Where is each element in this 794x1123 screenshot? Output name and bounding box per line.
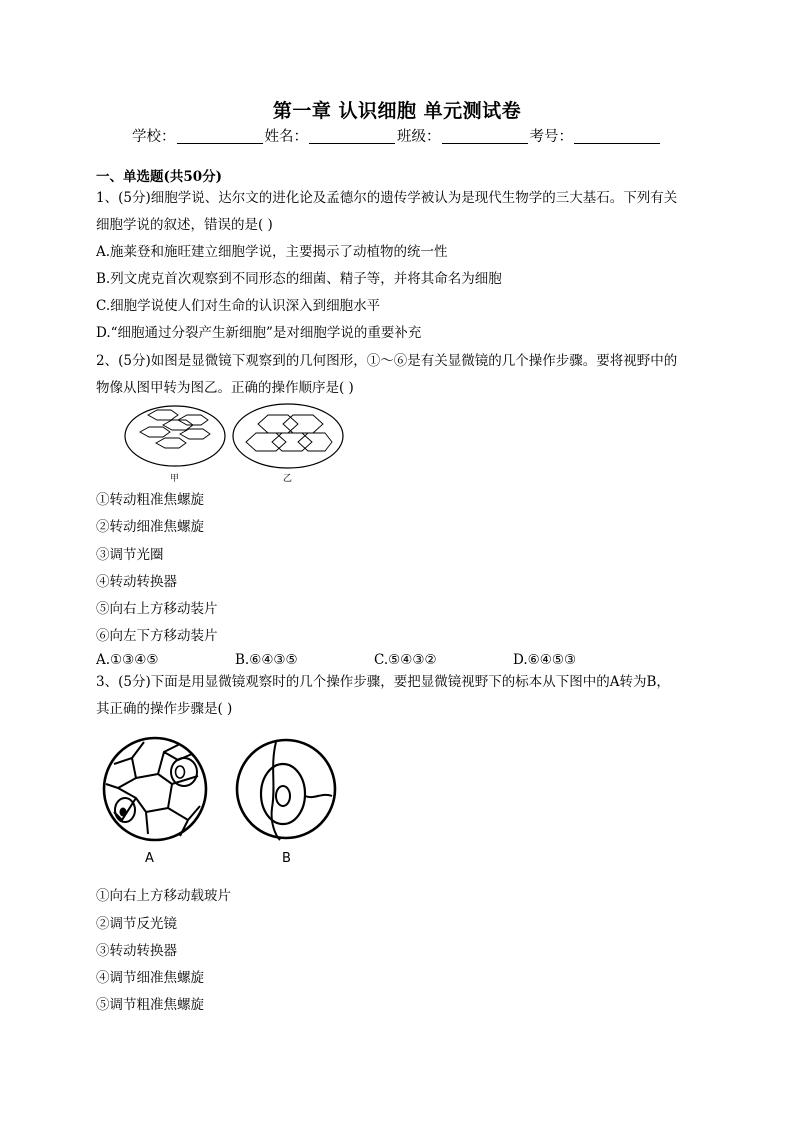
field-label-number: 考号： <box>529 129 573 145</box>
q2-step-4: ④转动转换器 <box>96 574 177 590</box>
q2-step-2: ②转动细准焦螺旋 <box>96 519 204 535</box>
q3-step-4: ④调节细准焦螺旋 <box>96 970 204 986</box>
q3-step-2: ②调节反光镜 <box>96 916 177 932</box>
q2-stem-line1: 2、(5分)如图是显微镜下观察到的几何图形，①～⑥是有关显微镜的几个操作步骤。要将视野中的 <box>96 353 678 369</box>
field-label-name: 姓名： <box>264 129 308 145</box>
student-info-line <box>0 125 794 146</box>
q2-label-jia: 甲 <box>170 474 180 484</box>
q2-field-jia <box>125 406 225 466</box>
q3-microscope-figure <box>100 736 340 868</box>
q3-stem-line1: 3、(5分)下面是用显微镜观察时的几个操作步骤，要把显微镜视野下的标本从下图中的A转为B， <box>96 674 670 690</box>
q1-option-c[interactable]: C.细胞学说使人们对生命的认识深入到细胞水平 <box>96 298 381 314</box>
q3-stem-line2: 其正确的操作步骤是( ) <box>96 701 233 717</box>
q2-choice-a[interactable]: A.①③④⑤ <box>96 652 159 668</box>
q2-choice-d[interactable]: D.⑥④⑤③ <box>513 652 577 668</box>
q2-step-5: ⑤向右上方移动装片 <box>96 601 218 617</box>
q3-label-b: B <box>282 851 291 866</box>
name-blank[interactable] <box>309 129 395 144</box>
number-blank[interactable] <box>574 129 660 144</box>
q1-option-d[interactable]: D.“细胞通过分裂产生新细胞”是对细胞学说的重要补充 <box>96 325 422 341</box>
q1-stem-line2: 细胞学说的叙述，错误的是( ) <box>96 217 273 233</box>
q3-field-a <box>104 738 206 840</box>
q3-step-3: ③转动转换器 <box>96 943 177 959</box>
q2-microscope-figure <box>118 402 350 484</box>
q1-option-a[interactable]: A.施莱登和施旺建立细胞学说，主要揭示了动植物的统一性 <box>96 244 448 260</box>
school-blank[interactable] <box>177 129 263 144</box>
class-blank[interactable] <box>442 129 528 144</box>
q2-label-yi: 乙 <box>283 474 293 484</box>
q3-step-5: ⑤调节粗准焦螺旋 <box>96 997 204 1013</box>
q2-choice-b[interactable]: B.⑥④③⑤ <box>235 652 298 668</box>
q1-stem-line1: 1、(5分)细胞学说、达尔文的进化论及孟德尔的遗传学被认为是现代生物学的三大基石。下列有关 <box>96 190 678 206</box>
page-title: 第一章 认识细胞 单元测试卷 <box>272 100 522 122</box>
q2-step-6: ⑥向左下方移动装片 <box>96 628 218 644</box>
q2-choice-c[interactable]: C.⑤④③② <box>374 652 437 668</box>
q3-label-a: A <box>145 851 154 866</box>
q2-choices <box>96 652 652 668</box>
q2-field-yi <box>233 404 343 468</box>
q3-step-1: ①向右上方移动载玻片 <box>96 888 231 904</box>
q2-step-1: ①转动粗准焦螺旋 <box>96 492 204 508</box>
q3-field-b <box>237 740 335 840</box>
q2-stem-line2: 物像从图甲转为图乙。正确的操作顺序是( ) <box>96 380 354 396</box>
q1-option-b[interactable]: B.列文虎克首次观察到不同形态的细菌、精子等，并将其命名为细胞 <box>96 271 502 287</box>
q2-step-3: ③调节光圈 <box>96 547 164 563</box>
section-title: 一、单选题(共50分) <box>96 169 223 185</box>
field-label-class: 班级： <box>397 129 441 145</box>
field-label-school: 学校： <box>132 129 176 145</box>
